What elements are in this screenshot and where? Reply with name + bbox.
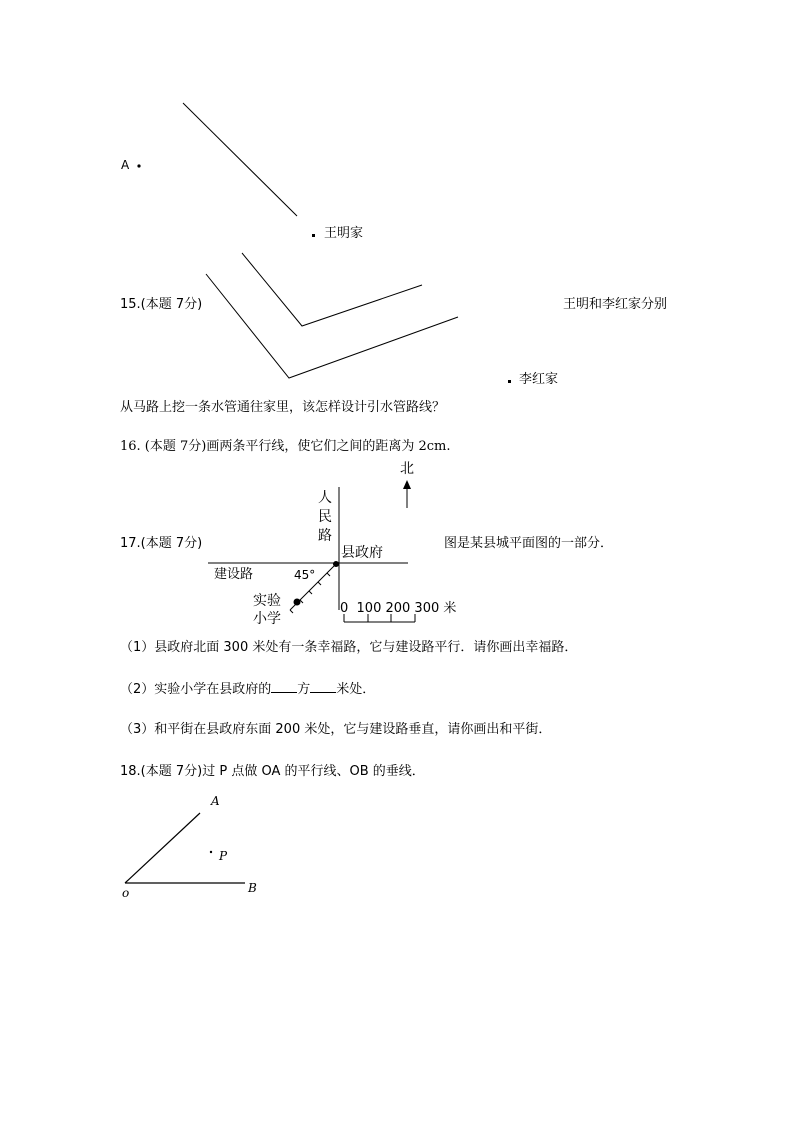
point-p-dot [210, 851, 212, 853]
road-line-top [183, 103, 297, 216]
ray-oa [125, 813, 200, 883]
north-arrow-head [403, 480, 411, 489]
q15-heading: 15.(本题 7分) [120, 297, 203, 312]
q17-sub1: （1）县政府北面 300 米处有一条幸福路，它与建设路平行．请你画出幸福路． [120, 640, 578, 655]
li-home-label: 李红家 [519, 372, 559, 387]
label-p: P [219, 849, 228, 863]
q16-text: 16. (本题 7分)画两条平行线，使它们之间的距离为 2cm. [120, 439, 451, 454]
label-o: o [122, 886, 130, 900]
point-a-label: A [121, 158, 130, 172]
school-label-line1: 实验 [253, 593, 281, 609]
school-label-line2: 小学 [253, 611, 281, 627]
answer-blank-distance[interactable] [310, 682, 336, 693]
wang-home-label: 王明家 [324, 226, 364, 241]
q18-text: 18.(本题 7分)过 P 点做 OA 的平行线、OB 的垂线． [120, 764, 425, 779]
q15-text-right: 王明和李红家分别 [563, 297, 668, 312]
road-renmin-char1: 人 [318, 490, 332, 506]
q17-sub2-part1: （2）实验小学在县政府的 [120, 682, 272, 697]
q17-text-right: 图是某县城平面图的一部分． [444, 536, 614, 551]
scale-label: 0 100 200 300 米 [340, 601, 457, 616]
q17-heading: 17.(本题 7分) [120, 536, 203, 551]
road-outer [206, 274, 458, 378]
q15-text-continue: 从马路上挖一条水管通往家里，该怎样设计引水管路线？ [120, 400, 446, 415]
q17-sub2-part2: 方 [297, 682, 311, 697]
label-b: B [248, 881, 257, 895]
q17-sub2-part3: 米处． [336, 682, 376, 697]
school-dot [294, 599, 301, 606]
wang-home-dot [312, 234, 315, 237]
point-a-dot [137, 164, 140, 167]
gov-label: 县政府 [341, 545, 383, 561]
li-home-dot [508, 380, 511, 383]
label-a: A [211, 794, 220, 808]
road-inner [242, 253, 422, 326]
answer-blank-direction[interactable] [271, 682, 297, 693]
angle-label: 45° [294, 568, 316, 582]
q17-sub2 [120, 682, 375, 696]
road-renmin-char3: 路 [318, 528, 332, 544]
road-renmin-char2: 民 [318, 509, 332, 525]
q17-sub3: （3）和平街在县政府东面 200 米处，它与建设路垂直，请你画出和平街． [120, 722, 552, 737]
jianshe-road-label: 建设路 [214, 567, 254, 582]
north-label: 北 [400, 461, 414, 477]
